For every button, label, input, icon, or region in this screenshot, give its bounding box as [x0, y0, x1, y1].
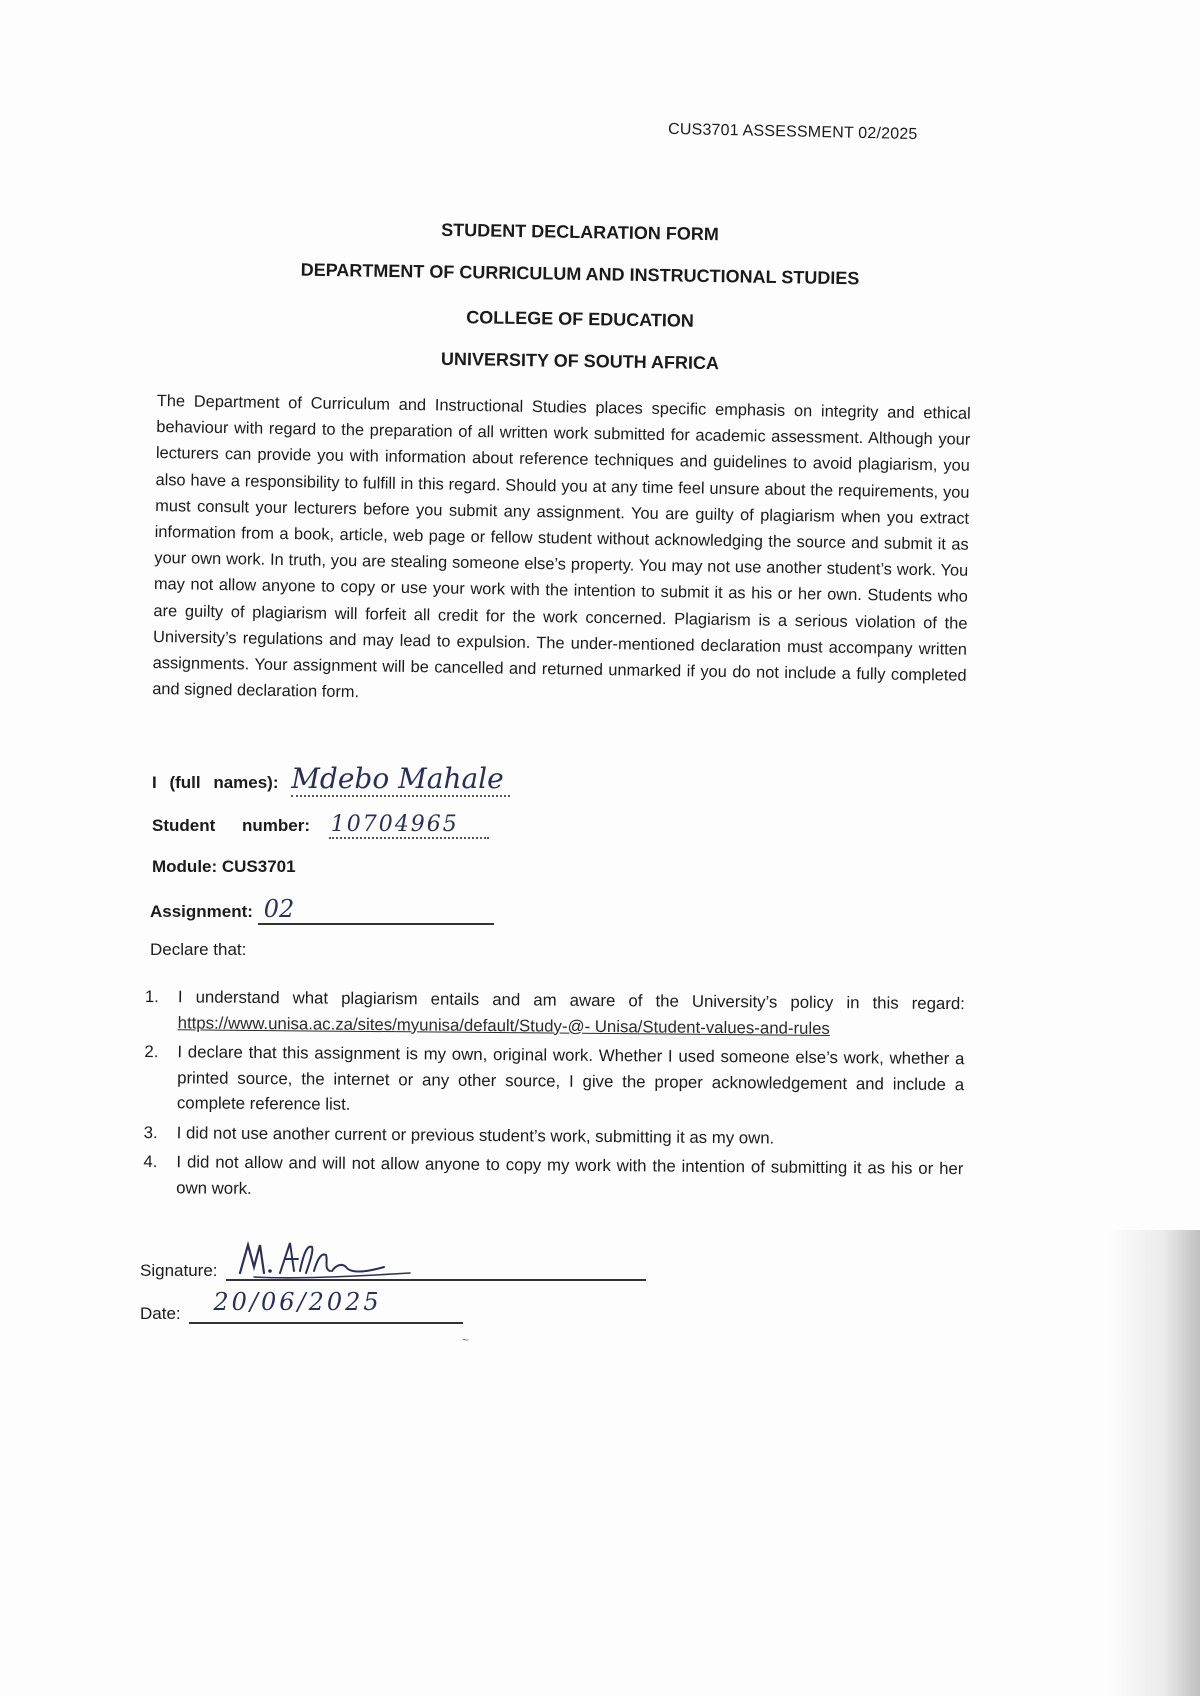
assignment-label: Assignment:: [150, 902, 253, 921]
declaration-item: [144, 1119, 964, 1152]
student-number-label: Student number:: [152, 816, 310, 835]
scan-shadow-edge: [1110, 1230, 1200, 1696]
date-label: Date:: [140, 1304, 181, 1323]
intro-paragraph: The Department of Curriculum and Instructional Studies places specific emphasis on integrity and ethical behaviour with regard to the preparation of all written work submitted for academic assessment. Although your lecturers can provide you with information about reference techniques and guidelines to avoid plagiarism, you also have a responsibility to fulfill in this regard. Should you at any time feel unsure about the requirements, you must consult your lecturers before you submit any assignment. You are guilty of plagiarism when you extract information from a book, article, web page or fellow student without acknowledging the source and submit it as your own work. In truth, you are stealing someone else’s property. You may not use another student’s work. You may not allow anyone to copy or use your work with the intention to submit it as his or her own. Students who are guilty of plagiarism will forfeit all credit for the work concerned. Plagiarism is a serious violation of the University’s regulations and may lead to expulsion. The under-mentioned declaration must accompany written assignments. Your assignment will be cancelled and returned unmarked if you do not include a fully completed and signed declaration form.: [152, 391, 971, 702]
student-number-field: [152, 812, 489, 837]
item-text: I did not allow and will not allow anyone to copy my work with the intention of submitting it as his or her own work.: [176, 1152, 964, 1198]
item-text: I understand what plagiarism entails and am aware of the University’s policy in this regard:: [177, 987, 965, 1014]
declaration-item: [143, 1149, 963, 1207]
item-number: 1.: [144, 986, 159, 1007]
assessment-reference: CUS3701 ASSESSMENT 02/2025: [667, 120, 918, 144]
date-handwritten: 20/06/2025: [213, 1288, 382, 1316]
department-heading: DEPARTMENT OF CURRICULUM AND INSTRUCTIONAL STUDIES: [300, 259, 860, 289]
handwritten-signature: [234, 1237, 424, 1281]
signature-row: [140, 1247, 646, 1281]
full-name-label: I (full names):: [152, 773, 279, 792]
full-name-field: [152, 762, 510, 795]
item-number: 2.: [144, 1041, 159, 1062]
item-text: I did not use another current or previous student’s work, submitting it as my own.: [176, 1122, 775, 1147]
signature-label: Signature:: [140, 1261, 218, 1280]
item-number: 4.: [143, 1151, 158, 1172]
full-name-handwritten: Mdebo Mahale: [291, 762, 509, 797]
declaration-item: [144, 1039, 965, 1123]
stray-mark: ~: [462, 1333, 470, 1347]
declare-lead: Declare that:: [150, 940, 247, 959]
assignment-field: [150, 895, 494, 925]
university-heading: UNIVERSITY OF SOUTH AFRICA: [440, 348, 720, 374]
declaration-list: [143, 984, 965, 1211]
signature-line: [226, 1247, 646, 1281]
college-heading: COLLEGE OF EDUCATION: [466, 307, 694, 331]
policy-link[interactable]: https://www.unisa.ac.za/sites/myunisa/default/Study-@- Unisa/Student-values-and-rules: [177, 1012, 830, 1038]
date-line: [189, 1290, 463, 1324]
module-field: Module: CUS3701: [152, 857, 296, 876]
declaration-item: [145, 984, 965, 1042]
form-title: STUDENT DECLARATION FORM: [441, 219, 719, 245]
item-number: 3.: [143, 1122, 158, 1142]
assignment-handwritten: 02: [258, 895, 494, 925]
item-text: I declare that this assignment is my own, original work. Whether I used someone else’s work, whether a printed source, the internet or any other source, I give the proper acknowledgement and include a complete reference list.: [176, 1042, 965, 1114]
student-number-handwritten: 10704965: [329, 812, 489, 839]
date-row: [140, 1290, 463, 1324]
